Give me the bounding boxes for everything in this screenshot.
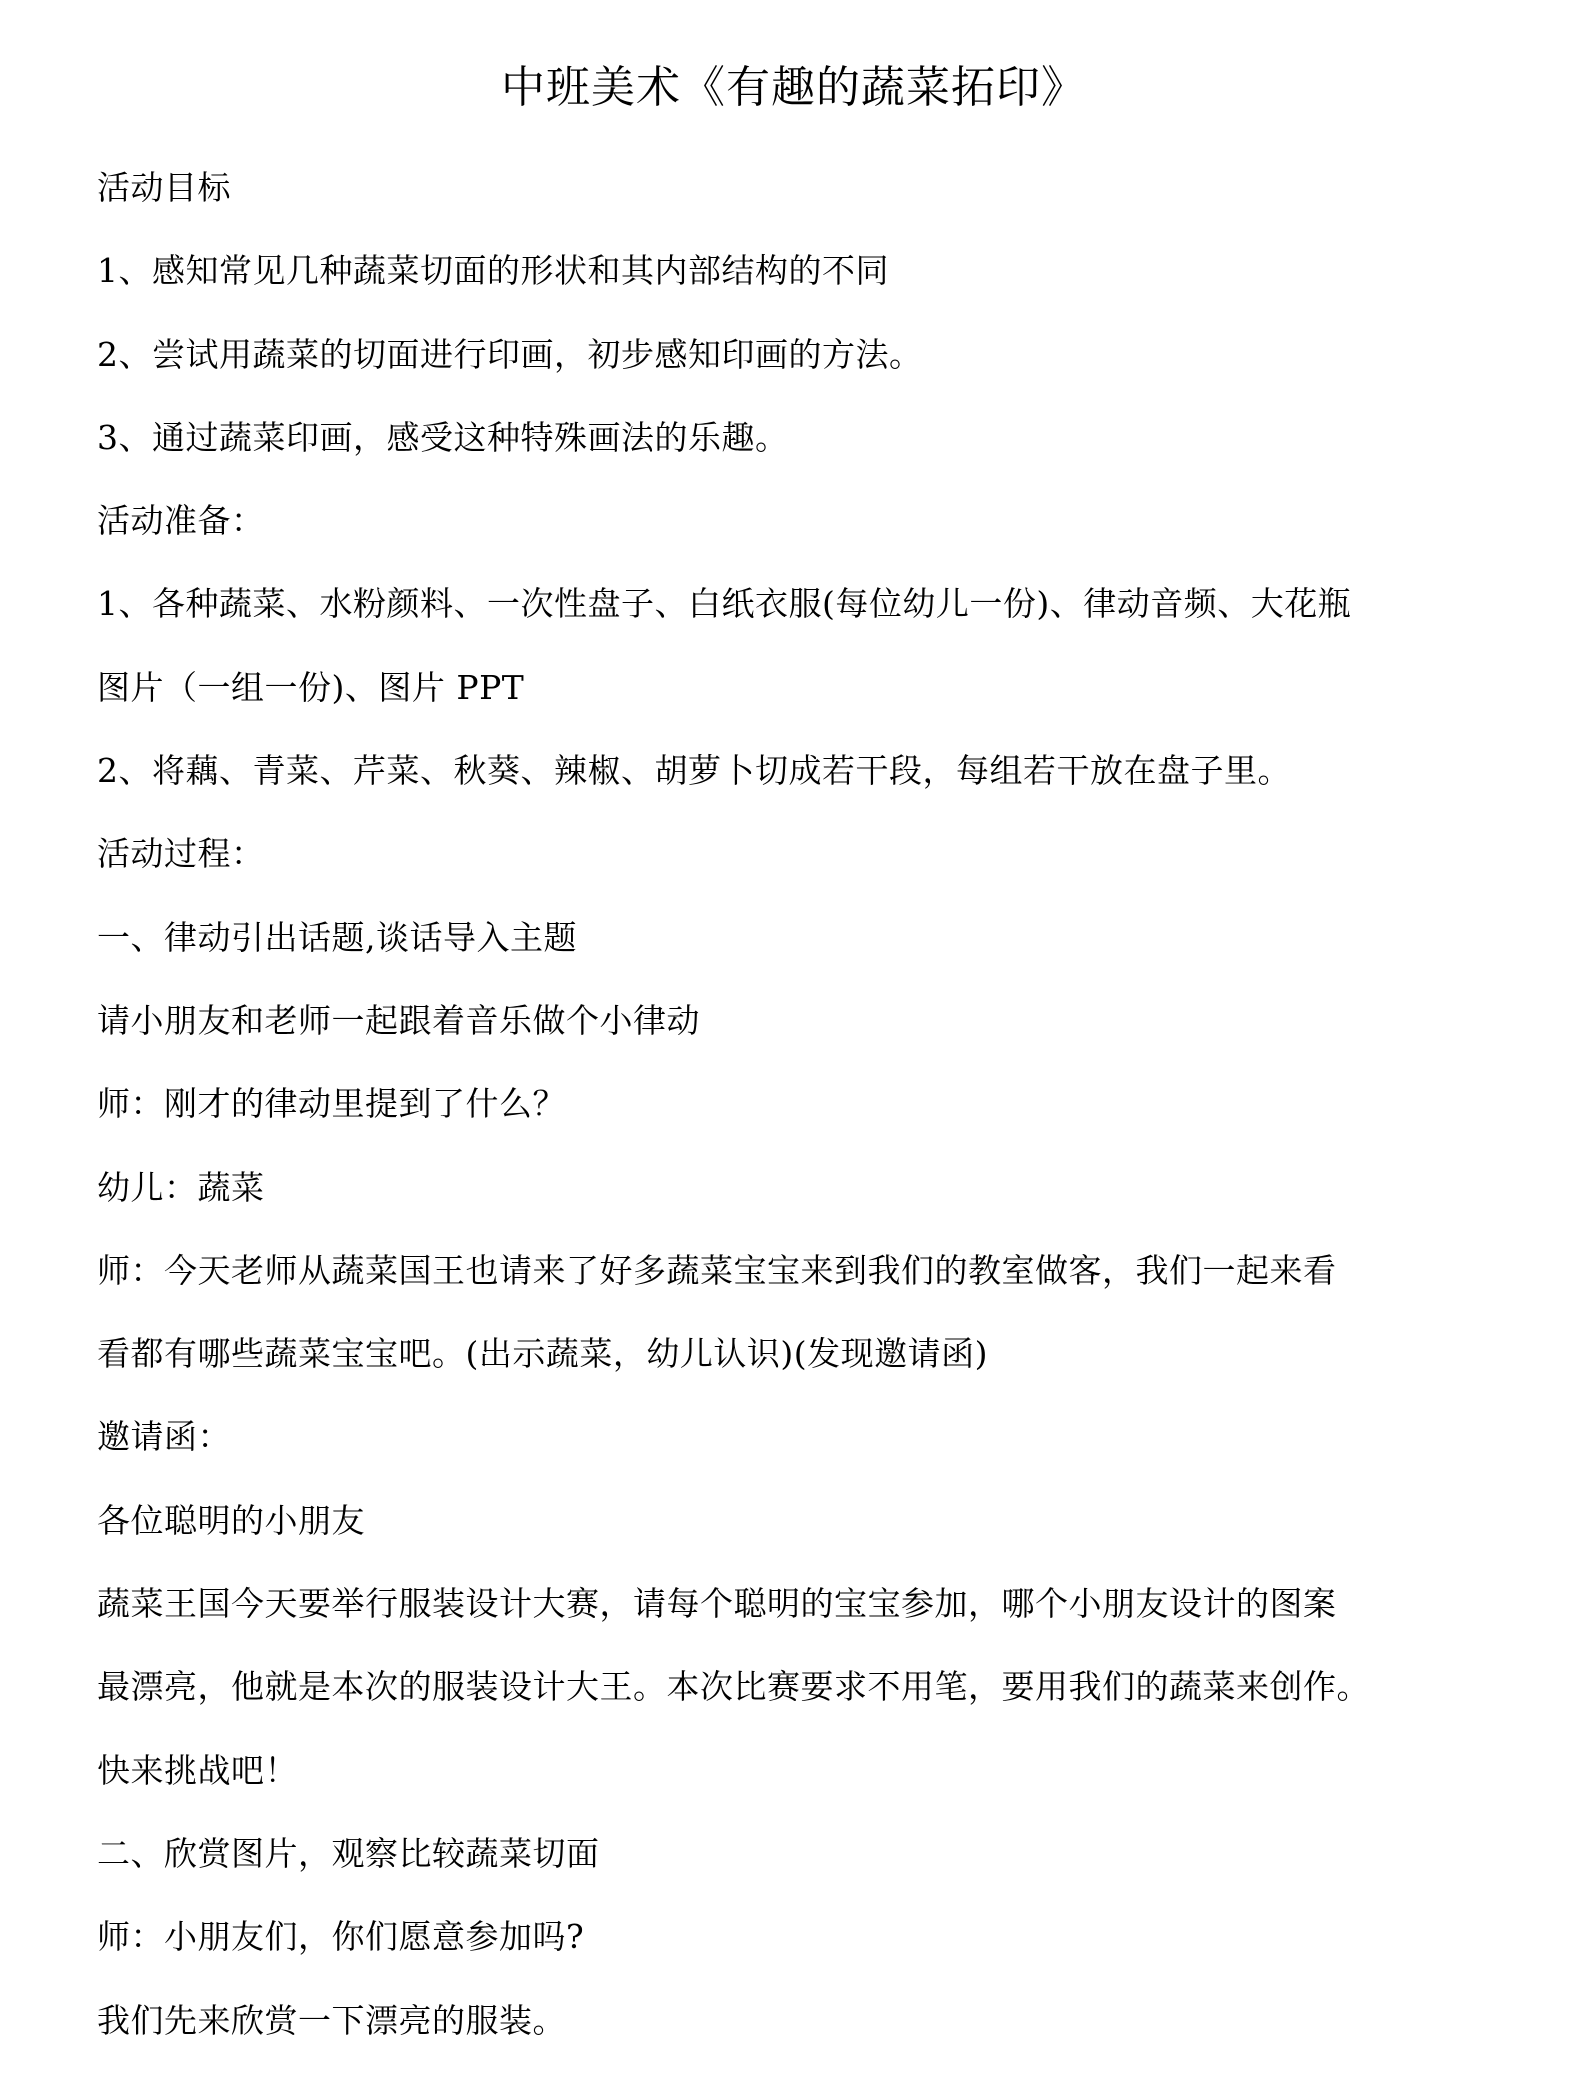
section-heading-goals: 活动目标	[97, 168, 231, 207]
process-step-1-heading: 一、律动引出话题,谈话导入主题	[97, 917, 577, 957]
invitation-closing: 快来挑战吧！	[97, 1750, 298, 1790]
process-step-2-heading: 二、欣赏图片，观察比较蔬菜切面	[97, 1833, 600, 1873]
prep-item-2: 2、将藕、青菜、芹菜、秋葵、辣椒、胡萝卜切成若干段，每组若干放在盘子里。	[97, 751, 1291, 791]
goal-item-3: 3、通过蔬菜印画，感受这种特殊画法的乐趣。	[97, 417, 789, 457]
document-title: 中班美术《有趣的蔬菜拓印》	[501, 62, 1086, 113]
paragraph: 请小朋友和老师一起跟着音乐做个小律动	[97, 1000, 700, 1040]
invitation-salutation: 各位聪明的小朋友	[97, 1500, 365, 1540]
dialogue-child: 幼儿：蔬菜	[97, 1167, 265, 1207]
dialogue-teacher: 师：刚才的律动里提到了什么？	[97, 1084, 566, 1124]
prep-item-1-continued: 图片（一组一份)、图片 PPT	[97, 667, 525, 707]
prep-item-1: 1、各种蔬菜、水粉颜料、一次性盘子、白纸衣服(每位幼儿一份)、律动音频、大花瓶	[97, 584, 1352, 624]
document-body	[97, 146, 1507, 2062]
dialogue-teacher-continued: 看都有哪些蔬菜宝宝吧。(出示蔬菜，幼儿认识)(发现邀请函)	[97, 1334, 988, 1374]
dialogue-teacher: 师：小朋友们，你们愿意参加吗?	[97, 1917, 585, 1957]
dialogue-teacher: 师：今天老师从蔬菜国王也请来了好多蔬菜宝宝来到我们的教室做客，我们一起来看	[97, 1250, 1337, 1290]
invitation-heading: 邀请函：	[97, 1417, 231, 1457]
goal-item-1: 1、感知常见几种蔬菜切面的形状和其内部结构的不同	[97, 251, 889, 291]
section-heading-preparation: 活动准备：	[97, 501, 265, 541]
section-heading-process: 活动过程：	[97, 834, 265, 874]
goal-item-2: 2、尝试用蔬菜的切面进行印画，初步感知印画的方法。	[97, 334, 923, 374]
invitation-body-continued: 最漂亮，他就是本次的服装设计大王。本次比赛要求不用笔，要用我们的蔬菜来创作。	[97, 1667, 1370, 1707]
paragraph: 我们先来欣赏一下漂亮的服装。	[97, 2000, 566, 2040]
invitation-body: 蔬菜王国今天要举行服装设计大赛，请每个聪明的宝宝参加，哪个小朋友设计的图案	[97, 1584, 1337, 1624]
